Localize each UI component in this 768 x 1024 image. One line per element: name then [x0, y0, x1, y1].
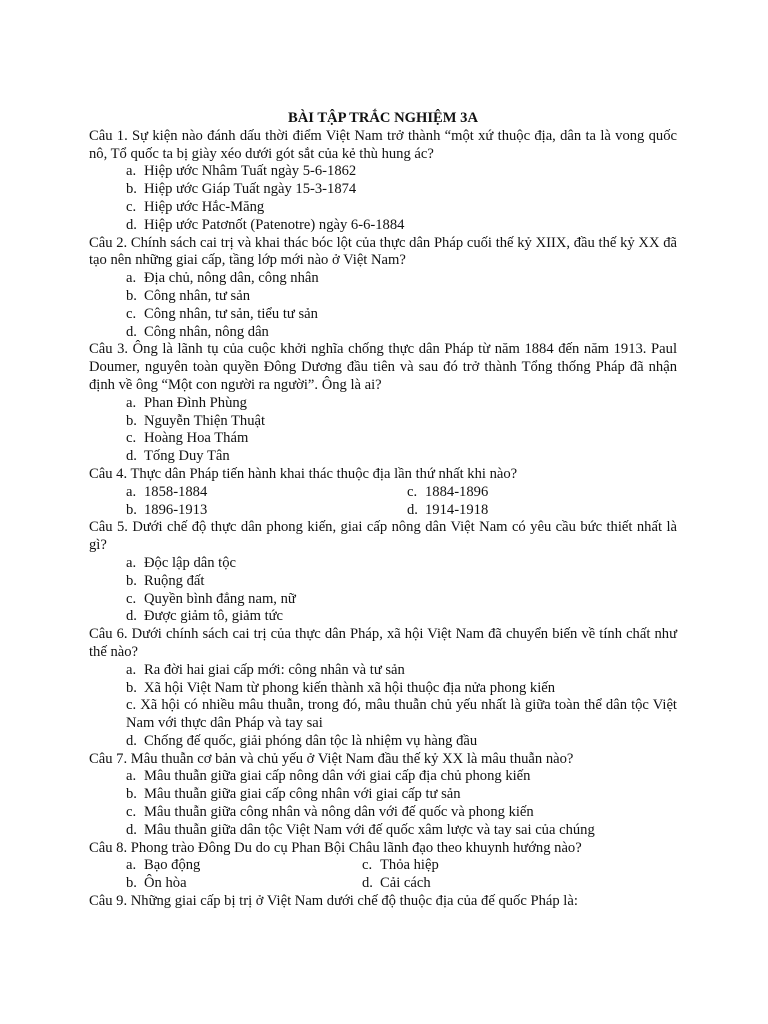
- question-1-options: [89, 163, 677, 234]
- question-1: Câu 1. Sự kiện nào đánh dấu thời điểm Việt Nam trở thành “một xứ thuộc địa, dân ta là vong quốc nô, Tổ quốc ta bị giày xéo dưới gót sắt của kẻ thù hung ác?: [89, 127, 677, 162]
- option: c. Hoàng Hoa Thám: [126, 430, 249, 447]
- option: c. Quyền bình đẳng nam, nữ: [126, 590, 296, 607]
- question-4-options: [89, 484, 677, 520]
- option: a. Hiệp ước Nhâm Tuất ngày 5-6-1862: [126, 163, 357, 180]
- option: b. Xã hội Việt Nam từ phong kiến thành xã hội thuộc địa nửa phong kiến: [126, 679, 556, 696]
- option: d. Cải cách: [362, 875, 431, 892]
- question-7: Câu 7. Mâu thuẫn cơ bản và chủ yếu ở Việt Nam đầu thế kỷ XX là mâu thuẫn nào?: [89, 750, 574, 767]
- option: b. Ôn hòa: [126, 875, 187, 892]
- question-2: Câu 2. Chính sách cai trị và khai thác bóc lột của thực dân Pháp cuối thế kỷ XIIX, đầu thế kỷ XX đã tạo nên những giai cấp, tầng lớp mới nào ở Việt Nam?: [89, 234, 677, 269]
- option: c. Mâu thuẫn giữa công nhân và nông dân với đế quốc và phong kiến: [126, 804, 534, 821]
- question-5: Câu 5. Dưới chế độ thực dân phong kiến, giai cấp nông dân Việt Nam có yêu cầu bức thiết nhất là gì?: [89, 519, 677, 554]
- question-6-options-cont: [89, 733, 677, 751]
- question-4: Câu 4. Thực dân Pháp tiến hành khai thác thuộc địa lần thứ nhất khi nào?: [89, 465, 518, 482]
- question-9: Câu 9. Những giai cấp bị trị ở Việt Nam dưới chế độ thuộc địa của đế quốc Pháp là:: [89, 893, 578, 910]
- option: b. Hiệp ước Giáp Tuất ngày 15-3-1874: [126, 181, 357, 198]
- option: a. Bạo động: [126, 857, 201, 874]
- question-5-options: [89, 555, 677, 626]
- option: a. Ra đời hai giai cấp mới: công nhân và tư sản: [126, 661, 405, 678]
- option: a. Địa chủ, nông dân, công nhân: [126, 270, 319, 287]
- option: c. Thỏa hiệp: [362, 857, 439, 874]
- option: b. Công nhân, tư sản: [126, 287, 251, 304]
- question-3-options: [89, 395, 677, 466]
- question-3: Câu 3. Ông là lãnh tụ của cuộc khởi nghĩa chống thực dân Pháp từ năm 1884 đến năm 1913. Paul Doumer, nguyên toàn quyền Đông Dương đầu tiên và sau đó trở thành Tổng thống Pháp đã nhận định về ông “Một con người ra người”. Ông là ai?: [89, 341, 677, 393]
- option: c. Công nhân, tư sản, tiểu tư sản: [126, 305, 318, 322]
- option: d. Tống Duy Tân: [126, 448, 230, 465]
- option: b. 1896-1913: [126, 501, 208, 518]
- question-2-options: [89, 270, 677, 341]
- question-8: Câu 8. Phong trào Đông Du do cụ Phan Bội Châu lãnh đạo theo khuynh hướng nào?: [89, 839, 582, 856]
- question-7-options: [89, 768, 677, 839]
- option: a. Mâu thuẫn giữa giai cấp nông dân với giai cấp địa chủ phong kiến: [126, 768, 531, 785]
- option: d. Công nhân, nông dân: [126, 323, 269, 340]
- option: d. Hiệp ước Patơnốt (Patenotre) ngày 6-6-1884: [126, 216, 405, 233]
- option: a. Phan Đình Phùng: [126, 394, 247, 411]
- option: d. Mâu thuẫn giữa dân tộc Việt Nam với đế quốc xâm lược và tay sai của chúng: [126, 821, 595, 838]
- option: d. Được giảm tô, giảm tức: [126, 608, 284, 625]
- page-title: BÀI TẬP TRẮC NGHIỆM 3A: [287, 110, 479, 126]
- option: a. 1858-1884: [126, 483, 208, 500]
- option: b. Mâu thuẫn giữa giai cấp công nhân với giai cấp tư sản: [126, 786, 461, 803]
- option: d. Chống đế quốc, giải phóng dân tộc là nhiệm vụ hàng đầu: [126, 732, 478, 749]
- option: b. Ruộng đất: [126, 572, 205, 589]
- question-6: Câu 6. Dưới chính sách cai trị của thực dân Pháp, xã hội Việt Nam đã chuyển biến về tính chất như thế nào?: [89, 626, 677, 660]
- option: c. Hiệp ước Hắc-Măng: [126, 198, 265, 215]
- option: a. Độc lập dân tộc: [126, 554, 236, 571]
- option: d. 1914-1918: [407, 501, 489, 518]
- option: c. Xã hội có nhiều mâu thuẫn, trong đó, mâu thuẫn chủ yếu nhất là giữa toàn thể dân tộc Việt Nam với thực dân Pháp và tay sai: [126, 697, 677, 732]
- question-8-options: [89, 857, 677, 893]
- document-content: [89, 110, 677, 911]
- option: c. 1884-1896: [407, 483, 489, 500]
- question-6-options: [89, 662, 677, 698]
- option: b. Nguyễn Thiện Thuật: [126, 412, 266, 429]
